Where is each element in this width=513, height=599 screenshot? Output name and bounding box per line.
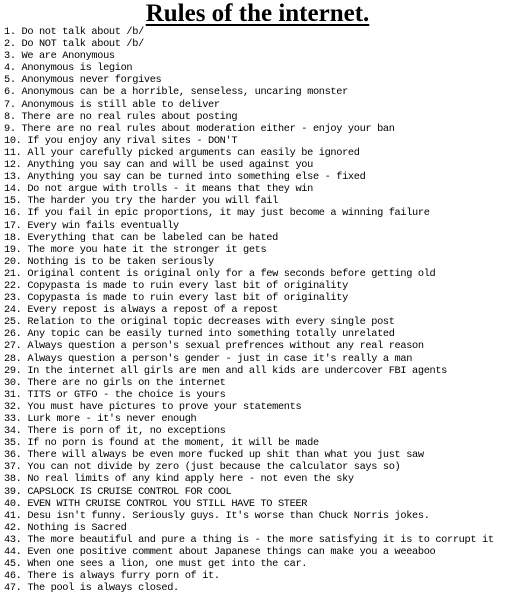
rule-item: 30. There are no girls on the internet	[4, 376, 226, 389]
rule-item: 11. All your carefully picked arguments can easily be ignored	[4, 146, 360, 159]
rule-item: 14. Do not argue with trolls - it means that they win	[4, 183, 313, 196]
rule-item: 4. Anonymous is legion	[4, 62, 133, 75]
rule-item: 38. No real limits of any kind apply here - not even the sky	[4, 473, 354, 486]
rule-item: 42. Nothing is Sacred	[4, 521, 127, 534]
rule-item: 44. Even one positive comment about Japanese things can make you a weeaboo	[4, 546, 436, 559]
rule-item: 20. Nothing is to be taken seriously	[4, 255, 214, 268]
rule-item: 23. Copypasta is made to ruin every last bit of originality	[4, 292, 348, 305]
rule-item: 39. CAPSLOCK IS CRUISE CONTROL FOR COOL	[4, 485, 232, 498]
rule-item: 9. There are no real rules about moderation either - enjoy your ban	[4, 122, 395, 135]
rule-item: 21. Original content is original only for a few seconds before getting old	[4, 267, 436, 280]
rule-item: 26. Any topic can be easily turned into something totally unrelated	[4, 328, 395, 341]
rule-item: 15. The harder you try the harder you will fail	[4, 195, 278, 208]
rule-item: 29. In the internet all girls are men and all kids are undercover FBI agents	[4, 364, 448, 377]
rule-item: 24. Every repost is always a repost of a repost	[4, 304, 278, 317]
rule-item: 43. The more beautiful and pure a thing is - the more satisfying it is to corrupt it	[4, 533, 494, 546]
rule-item: 37. You can not divide by zero (just because the calculator says so)	[4, 461, 401, 474]
rule-item: 16. If you fail in epic proportions, it may just become a winning failure	[4, 207, 430, 220]
rule-item: 22. Copypasta is made to ruin every last bit of originality	[4, 279, 348, 292]
rule-item: 32. You must have pictures to prove your statements	[4, 400, 302, 413]
rule-item: 10. If you enjoy any rival sites - DON'T	[4, 134, 238, 147]
rule-item: 13. Anything you say can be turned into something else - fixed	[4, 171, 366, 184]
rule-item: 28. Always question a person's gender - just in case it's really a man	[4, 352, 413, 365]
rule-item: 12. Anything you say can and will be used against you	[4, 159, 313, 172]
rule-item: 18. Everything that can be labeled can be hated	[4, 231, 278, 244]
rule-item: 41. Desu isn't funny. Seriously guys. It's worse than Chuck Norris jokes.	[4, 509, 430, 522]
rule-item: 46. There is always furry porn of it.	[4, 570, 220, 583]
rule-item: 25. Relation to the original topic decreases with every single post	[4, 316, 395, 329]
rule-item: 33. Lurk more - it's never enough	[4, 413, 197, 425]
rule-item: 3. We are Anonymous	[4, 50, 115, 63]
rule-item: 6. Anonymous can be a horrible, senseless, uncaring monster	[4, 86, 348, 99]
rule-item: 36. There will always be even more fucked up shit than what you just saw	[4, 449, 424, 462]
rule-item: 19. The more you hate it the stronger it gets	[4, 243, 267, 256]
rule-item: 1. Do not talk about /b/	[4, 26, 144, 38]
rule-item: 17. Every win fails eventually	[4, 219, 179, 232]
rule-item: 2. Do NOT talk about /b/	[4, 38, 144, 51]
rules-list	[4, 26, 511, 594]
rule-item: 8. There are no real rules about posting	[4, 110, 238, 123]
rule-item: 35. If no porn is found at the moment, it will be made	[4, 437, 319, 450]
rule-item: 27. Always question a person's sexual prefrences without any real reason	[4, 340, 424, 353]
rule-item: 45. When one sees a lion, one must get into the car.	[4, 558, 308, 571]
rule-item: 31. TITS or GTFO - the choice is yours	[4, 388, 226, 401]
rule-item: 5. Anonymous never forgives	[4, 74, 162, 87]
rule-item: 40. EVEN WITH CRUISE CONTROL YOU STILL HAVE TO STEER	[4, 497, 308, 510]
rule-item: 7. Anonymous is still able to deliver	[4, 98, 220, 111]
page-title: Rules of the internet.	[145, 0, 370, 27]
rule-item: 34. There is porn of it, no exceptions	[4, 425, 226, 438]
rule-item: 47. The pool is always closed.	[4, 582, 179, 595]
